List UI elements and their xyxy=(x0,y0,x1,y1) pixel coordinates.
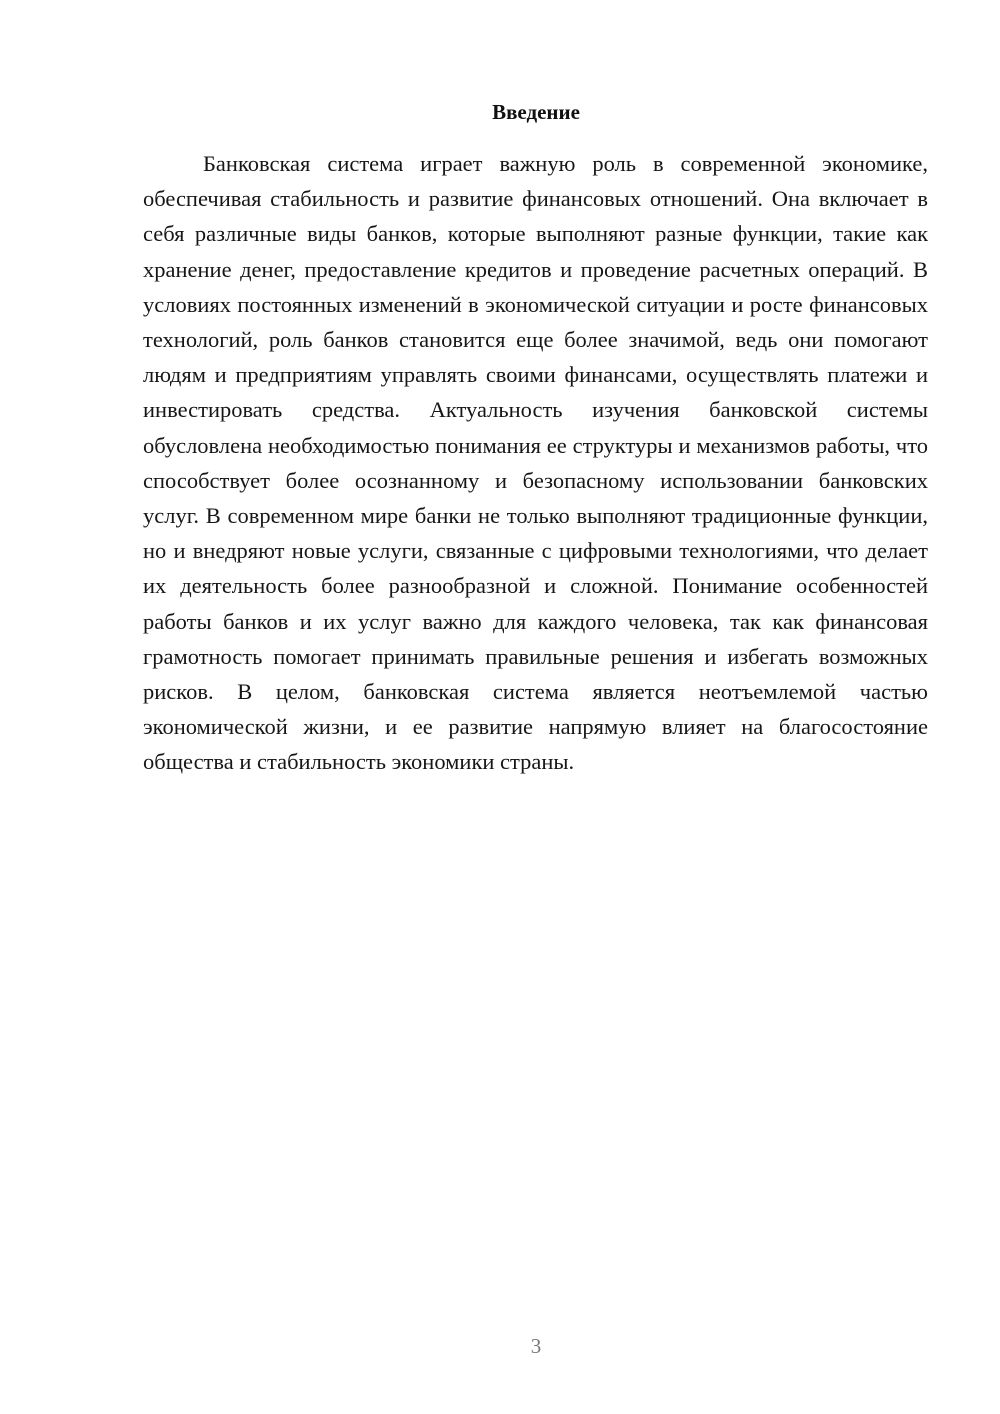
page-number: 3 xyxy=(530,1334,542,1358)
section-heading: Введение xyxy=(492,100,580,124)
body-paragraph: Банковская система играет важную роль в современной экономике, обеспечивая стабильность и развитие финансовых отношений. Она включает в себя различные виды банков, которые выполняют разные функции, такие как хранение денег, предоставление кредитов и проведение расчетных операций. В условиях постоянных изменений в экономической ситуации и росте финансовых технологий, роль банков становится еще более значимой, ведь они помогают людям и предприятиям управлять своими финансами, осуществлять платежи и инвестировать средства. Актуальность изучения банковской системы обусловлена необходимостью понимания ее структуры и механизмов работы, что способствует более осознанному и безопасному использовании банковских услуг. В современном мире банки не только выполняют традиционные функции, но и внедряют новые услуги, связанные с цифровыми технологиями, что делает их деятельность более разнообразной и сложной. Понимание особенностей работы банков и их услуг важно для каждого человека, так как финансовая грамотность помогает принимать правильные решения и избегать возможных рисков. В целом, банковская система является неотъемлемой частью экономической жизни, и ее развитие напрямую влияет на благосостояние общества и стабильность экономики страны. xyxy=(143,151,928,775)
